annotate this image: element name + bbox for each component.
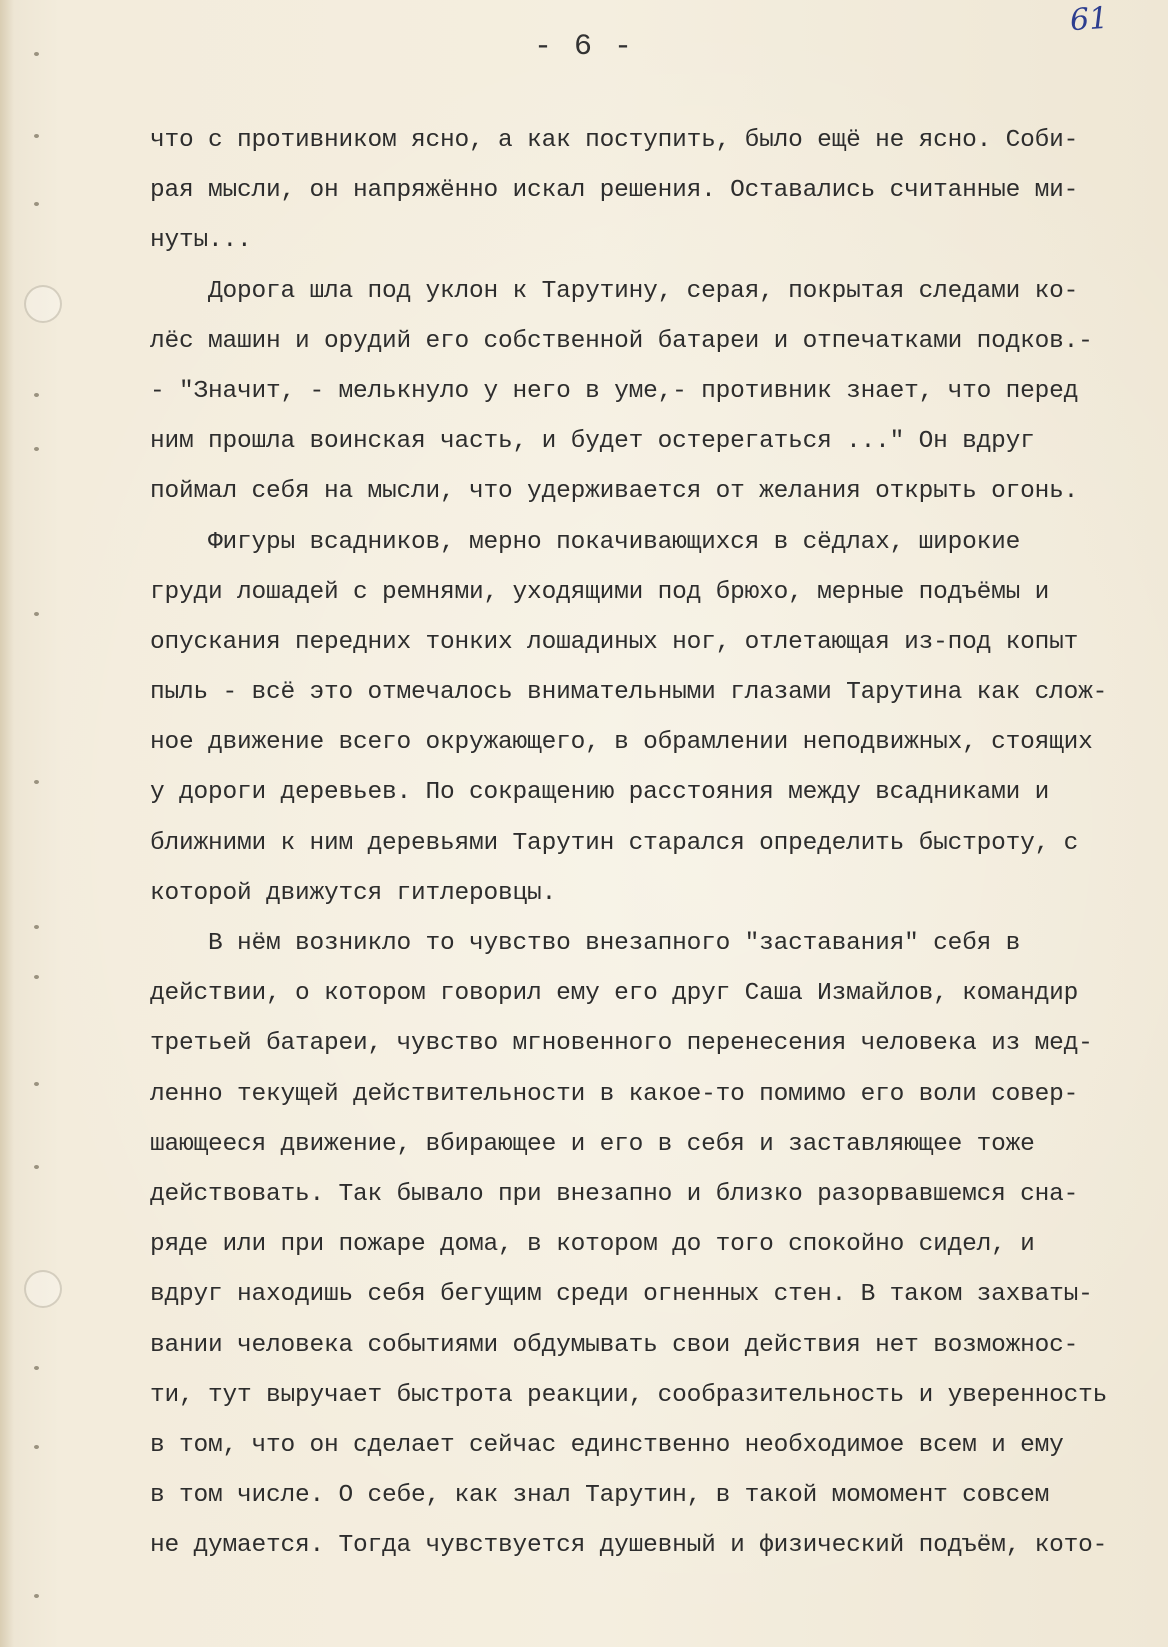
text-line: вдруг находишь себя бегущим среди огненных стен. В таком захваты-: [150, 1281, 1093, 1309]
punch-mark: [34, 612, 39, 616]
punch-mark: [34, 1082, 39, 1086]
text-line: ним прошла воинская часть, и будет остерегаться ..." Он вдруг: [150, 428, 1035, 456]
paper-edge: [0, 0, 14, 1647]
text-line: пыль - всё это отмечалось внимательными глазами Тарутина как слож-: [150, 679, 1108, 707]
paper-crease: [24, 285, 62, 323]
text-line: В нём возникло то чувство внезапного "заставания" себя в: [150, 930, 1021, 957]
punch-mark: [34, 1445, 39, 1449]
paper-crease: [24, 1270, 62, 1308]
punch-mark: [34, 202, 39, 206]
text-line: лёс машин и орудий его собственной батареи и отпечатками подков.-: [150, 327, 1093, 355]
punch-mark: [34, 447, 39, 451]
text-line: груди лошадей с ремнями, уходящими под брюхо, мерные подъёмы и: [150, 578, 1050, 606]
text-line: ближними к ним деревьями Тарутин старался определить быстроту, с: [150, 829, 1079, 857]
punch-mark: [34, 975, 39, 979]
handwritten-page-number: 61: [1068, 0, 1110, 39]
text-line: ряде или при пожаре дома, в котором до того спокойно сидел, и: [150, 1231, 1035, 1259]
punch-mark: [34, 1366, 39, 1370]
punch-mark: [34, 1594, 39, 1598]
text-line: в том, что он сделает сейчас единственно необходимое всем и ему: [150, 1431, 1064, 1459]
text-line: действии, о котором говорил ему его друг Саша Измайлов, командир: [150, 980, 1079, 1008]
text-line: что с противником ясно, а как поступить, было ещё не ясно. Соби-: [150, 127, 1079, 154]
text-line: нуты...: [150, 227, 252, 255]
text-line: вании человека событиями обдумывать свои действия нет возможнос-: [150, 1331, 1079, 1359]
text-line: Фигуры всадников, мерно покачивающихся в сёдлах, широкие: [150, 528, 1021, 556]
text-line: Дорога шла под уклон к Тарутину, серая, покрытая следами ко-: [150, 277, 1079, 305]
text-line: ное движение всего окружающего, в обрамлении неподвижных, стоящих: [150, 729, 1093, 757]
text-line: ленно текущей действительности в какое-то помимо его воли совер-: [150, 1080, 1079, 1108]
body-text: [150, 116, 1168, 1571]
page-number: - 6 -: [533, 30, 634, 64]
text-line: третьей батареи, чувство мгновенного перенесения человека из мед-: [150, 1030, 1093, 1058]
text-line: действовать. Так бывало при внезапно и близко разорвавшемся сна-: [150, 1180, 1079, 1208]
punch-mark: [34, 1165, 39, 1169]
punch-mark: [34, 925, 39, 929]
text-line: - "Значит, - мелькнуло у него в уме,- противник знает, что перед: [150, 377, 1079, 405]
text-line: не думается. Тогда чувствуется душевный и физический подъём, кото-: [150, 1532, 1108, 1560]
text-line: поймал себя на мысли, что удерживается от желания открыть огонь.: [150, 478, 1079, 506]
punch-mark: [34, 134, 39, 138]
text-line: шающееся движение, вбирающее и его в себя и заставляющее тоже: [150, 1130, 1035, 1158]
text-line: в том числе. О себе, как знал Тарутин, в такой момомент совсем: [150, 1482, 1050, 1510]
text-line: у дороги деревьев. По сокращению расстояния между всадниками и: [150, 779, 1050, 807]
text-line: опускания передних тонких лошадиных ног, отлетающая из-под копыт: [150, 628, 1079, 656]
punch-mark: [34, 393, 39, 397]
text-line: которой движутся гитлеровцы.: [150, 879, 557, 907]
punch-mark: [34, 780, 39, 784]
text-line: ти, тут выручает быстрота реакции, сообразительность и уверенность: [150, 1381, 1108, 1409]
text-line: рая мысли, он напряжённо искал решения. Оставались считанные ми-: [150, 177, 1079, 205]
